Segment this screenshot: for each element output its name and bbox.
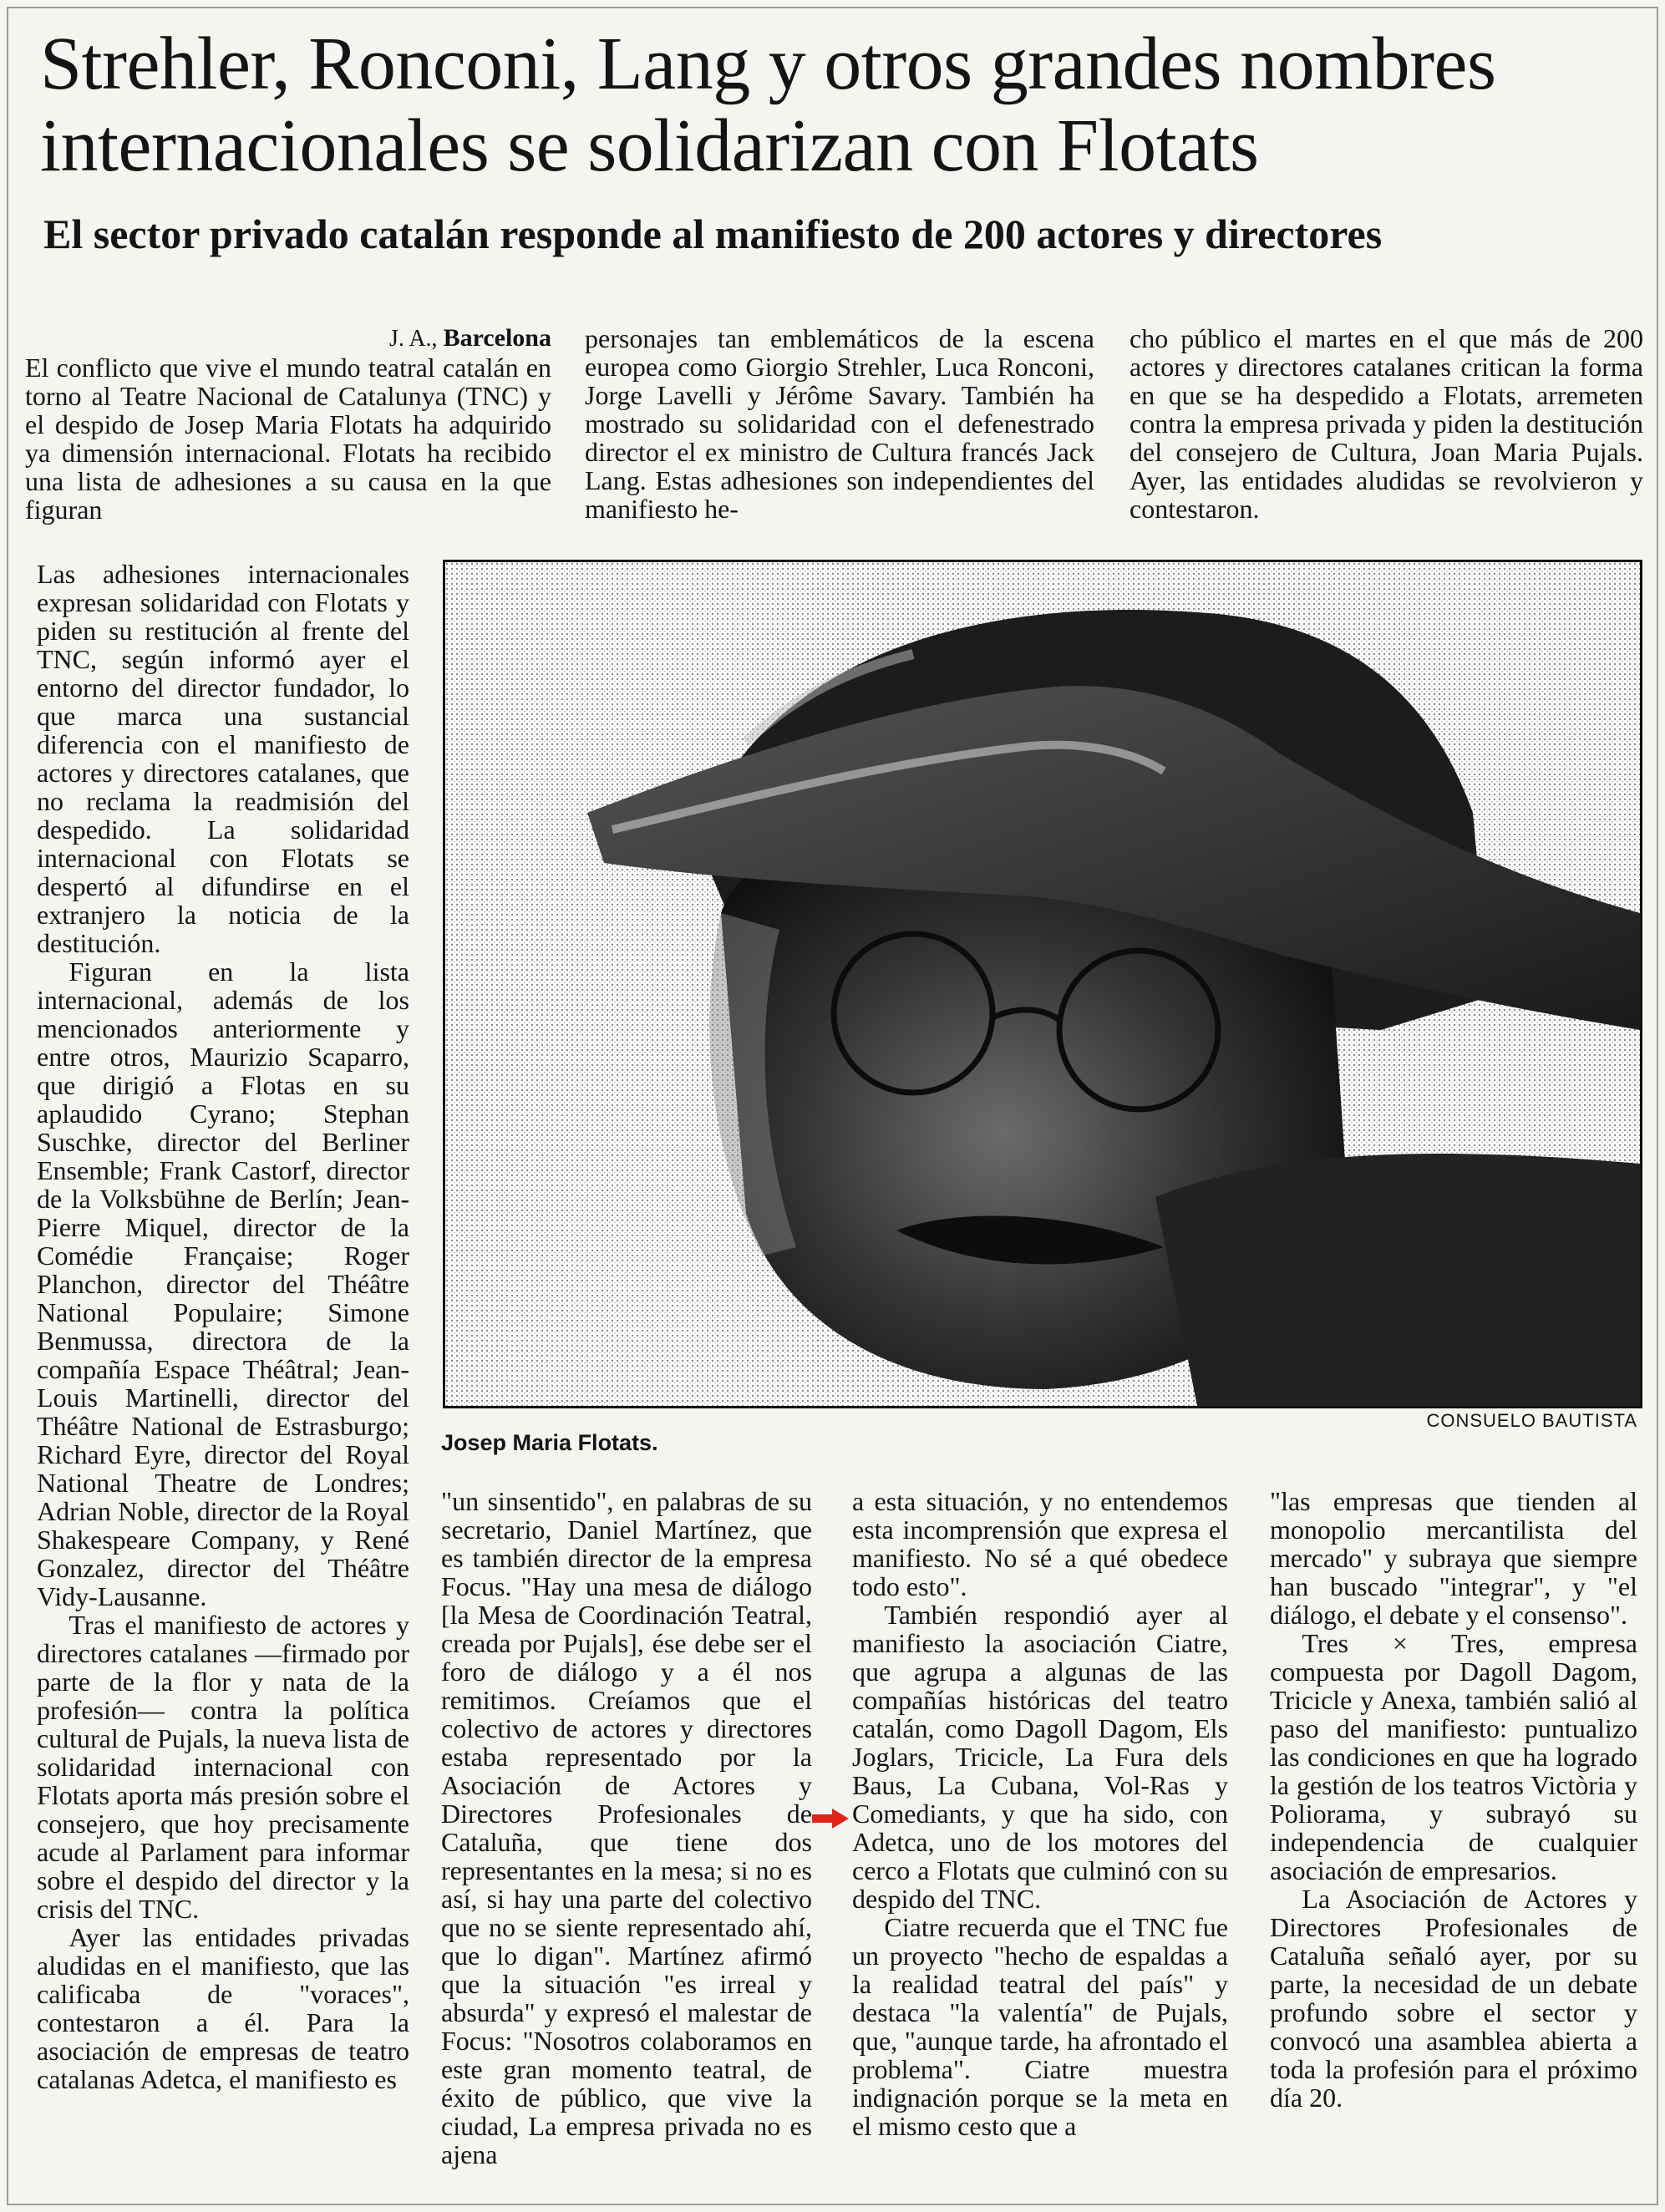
body-column-1	[37, 560, 409, 2093]
body-1-paragraph-4: Ayer las entidades privadas aludidas en el manifiesto, que las calificaba de "voraces", contestaron a él. Para la asociación de empresas de teatro catalanas Adetca, el manifiesto es	[37, 1922, 409, 2094]
subheadline: El sector privado catalán responde al manifiesto de 200 actores y directores	[43, 211, 1383, 257]
body-1-paragraph-1: Las adhesiones internacionales expresan solidaridad con Flotats y piden su restitución al frente del TNC, según informó ayer el entorno del director fundador, lo que marca una sustancial diferencia con el manifiesto de actores y directores catalanes, que no reclama la readmisión del despedido. La solidaridad internacional con Flotats se despertó al difundirse en el extranjero la noticia de la destitución.	[37, 559, 409, 958]
body-3-paragraph-1: a esta situación, y no entendemos esta incomprensión que expresa el manifiesto. No sé a qué obedece todo esto".	[852, 1486, 1228, 1601]
byline-author: J. A.,	[388, 326, 438, 352]
body-column-4	[1270, 1487, 1637, 2112]
headline-line-2: internacionales se solidarizan con Flotats	[40, 104, 1259, 187]
portrait-illustration	[445, 562, 1640, 1406]
lead-column-3	[1129, 324, 1643, 523]
photo-caption: Josep Maria Flotats.	[441, 1430, 658, 1455]
lead-column-2	[585, 324, 1094, 523]
body-column-2	[441, 1487, 812, 2169]
lead-column-1	[25, 324, 551, 524]
lead-text-1: El conflicto que vive el mundo teatral catalán en torno al Teatre Nacional de Catalunya (TNC) y el despido de Josep Maria Flotats ha adquirido ya dimensión internacional. Flotats ha recibido una lista de adhesiones a su causa en la que figuran	[25, 353, 551, 525]
body-column-3	[852, 1487, 1228, 2140]
body-3-paragraph-3: Ciatre recuerda que el TNC fue un proyecto "hecho de espaldas a la realidad teatral del país" y destaca "la valentía" de Pujals, que, "aunque tarde, ha afrontado el problema". Ciatre muestra indignación porque se la meta en el mismo cesto que a	[852, 1912, 1228, 2141]
body-4-paragraph-2: Tres × Tres, empresa compuesta por Dagoll Dagom, Tricicle y Anexa, también salió al paso del manifiesto: puntualizo las condiciones en que ha logrado la gestión de los teatros Victòria y Poliorama, y subrayó su independencia de cualquier asociación de empresarios.	[1270, 1628, 1637, 1885]
headline-line-1: Strehler, Ronconi, Lang y otros grandes nombres	[40, 23, 1496, 105]
byline	[25, 324, 551, 353]
body-2-paragraph-1: "un sinsentido", en palabras de su secretario, Daniel Martínez, que es también director de la empresa Focus. "Hay una mesa de diálogo [la Mesa de Coordinación Teatral, creada por Pujals], ése debe ser el foro de diálogo y a él nos remitimos. Creíamos que el colectivo de actores y directores estaba representado por la Asociación de Actores y Directores Profesionales de Cataluña, que tiene dos representantes en la mesa; si no es así, si hay una parte del colectivo que no se siente representado ahí, que lo digan". Martínez afirmó que la situación "es irreal y absurda" y expresó el malestar de Focus: "Nosotros colaboramos en este gran momento teatral, de éxito de público, que vive la ciudad, La empresa privada no es ajena	[441, 1486, 812, 2169]
headline	[40, 23, 1644, 187]
body-1-paragraph-2: Figuran en la lista internacional, además de los mencionados anteriormente y entre otros, Maurizio Scaparro, que dirigió a Flotas en su aplaudido Cyrano; Stephan Suschke, director del Berliner Ensemble; Frank Castorf, director de la Volksbühne de Berlín; Jean-Pierre Miquel, director de la Comédie Française; Roger Planchon, director del Théâtre National Populaire; Simone Benmussa, directora de la compañía Espace Théâtral; Jean-Louis Martinelli, director del Théâtre National de Estrasburgo; Richard Eyre, director del Royal National Theatre de Londres; Adrian Noble, director de la Royal Shakespeare Company, y René Gonzalez, director del Théâtre Vidy-Lausanne.	[37, 956, 409, 1611]
lead-text-3: cho público el martes en el que más de 200 actores y directores catalanes critican la forma en que se ha despedido a Flotats, arremeten contra la empresa privada y piden la destitución del consejero de Cultura, Joan Maria Pujals. Ayer, las entidades aludidas se revolvieron y contestaron.	[1129, 323, 1643, 524]
red-arrow-icon	[810, 1807, 850, 1830]
photo-josep-maria-flotats	[443, 560, 1642, 1408]
photo-credit: CONSUELO BAUTISTA	[1426, 1410, 1637, 1431]
body-4-paragraph-1: "las empresas que tienden al monopolio mercantilista del mercado" y subraya que siempre han buscado "integrar", y "el diálogo, el debate y el consenso".	[1270, 1486, 1637, 1630]
lead-text-2: personajes tan emblemáticos de la escena europea como Giorgio Strehler, Luca Ronconi, Jorge Lavelli y Jérôme Savary. También ha mostrado su solidaridad con el defenestrado director el ex ministro de Cultura francés Jack Lang. Estas adhesiones son independientes del manifiesto he-	[585, 323, 1094, 524]
body-3-paragraph-2: También respondió ayer al manifiesto la asociación Ciatre, que agrupa a algunas de las compañías históricas del teatro catalán, como Dagoll Dagom, Els Joglars, Tricicle, La Fura dels Baus, La Cubana, Vol-Ras y Comediants, y que ha sido, con Adetca, uno de los motores del cerco a Flotats que culminó con su despido del TNC.	[852, 1600, 1228, 1914]
byline-city: Barcelona	[443, 324, 551, 352]
body-4-paragraph-3: La Asociación de Actores y Directores Profesionales de Cataluña señaló ayer, por su parte, la necesidad de un debate profundo sobre el sector y convocó una asamblea abierta a toda la profesión para el próximo día 20.	[1270, 1884, 1637, 2113]
body-1-paragraph-3: Tras el manifiesto de actores y directores catalanes —firmado por parte de la flor y nata de la profesión— contra la política cultural de Pujals, la nueva lista de solidaridad internacional con Flotats aporta más presión sobre el consejero, que hoy precisamente acude al Parlament para informar sobre el despido del director y la crisis del TNC.	[37, 1610, 409, 1924]
